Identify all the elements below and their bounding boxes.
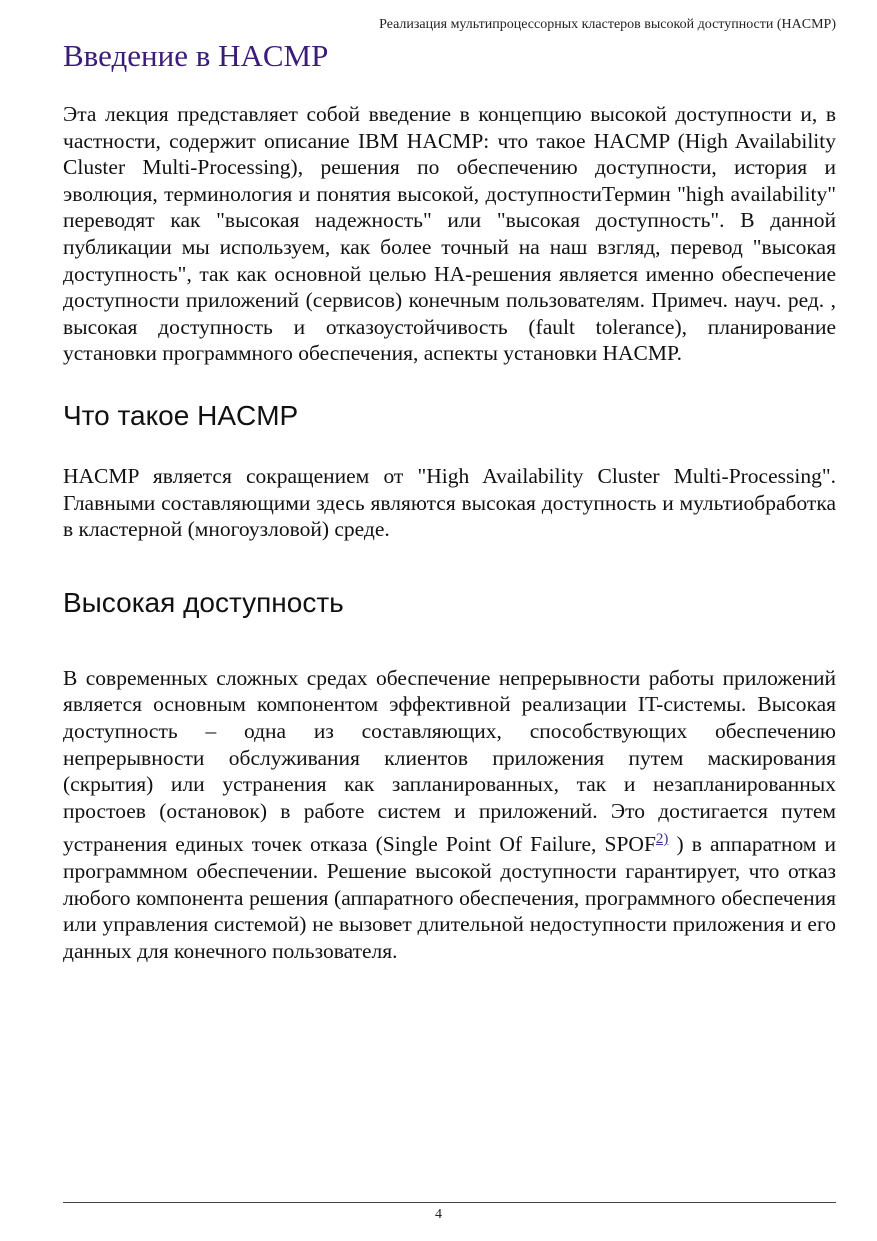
footer-divider [63, 1202, 836, 1203]
what-is-hacmp-paragraph: HACMP является сокращением от "High Availability Cluster Multi-Processing". Главными составляющими здесь являются высокая доступность и мультиобработка в кластерной (многоузловой) среде. [63, 463, 836, 542]
section-title-what-is-hacmp: Что такое HACMP [63, 399, 299, 431]
running-header: Реализация мультипроцессорных кластеров высокой доступности (HACMP) [379, 17, 836, 32]
footnote-marker [656, 827, 669, 847]
high-availability-text-after: ) в аппаратном и программном обеспечении. Решение высокой доступности гарантирует, что отказ любого компонента решения (аппаратного обеспечения, программного обеспечения или управления системой) не вызовет длительной недоступности приложения и его данных для конечного пользователя. [63, 832, 837, 963]
high-availability-paragraph [63, 665, 836, 965]
intro-paragraph: Эта лекция представляет собой введение в концепцию высокой доступности и, в частности, содержит описание IBM HACMP: что такое HACMP (High Availability Cluster Multi-Processing), решения по обеспечению доступности, история и эволюция, терминология и понятия высокой, доступностиТермин "high availability" переводят как "высокая надежность" или "высокая доступность". В данной публикации мы используем, как более точный на наш взгляд, перевод "высокая доступность", так как основной целью HA-решения является именно обеспечение доступности приложений (сервисов) конечным пользователям. Примеч. науч. ред. , высокая доступность и отказоустойчивость (fault tolerance), планирование установки программного обеспечения, аспекты установки HACMP. [63, 102, 836, 366]
high-availability-text-before: В современных сложных средах обеспечение непрерывности работы приложений является основным компонентом эффективной реализации IT-системы. Высокая доступность – одна из составляющих, способствующих обеспечению непрерывности обслуживания клиентов приложения путем маскирования (скрытия) или устранения как запланированных, так и незапланированных простоев (остановок) в работе систем и приложений. Это достигается путем устранения единых точек отказа (Single Point Of Failure, SPOF [63, 665, 836, 857]
page-number: 4 [435, 1207, 442, 1222]
footnote-link[interactable]: 2) [655, 831, 669, 848]
section-title-intro: Введение в HACMP [63, 38, 329, 73]
section-title-high-availability: Высокая доступность [63, 586, 344, 618]
page-content [63, 35, 836, 964]
